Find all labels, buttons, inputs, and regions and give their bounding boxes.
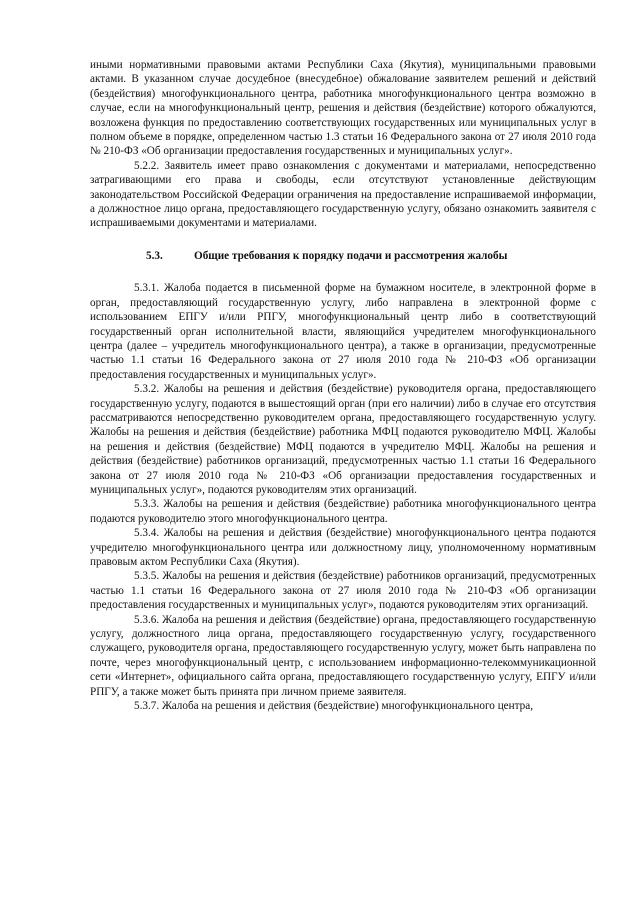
paragraph-5-3-5: 5.3.5. Жалобы на решения и действия (бездействие) работников организаций, предусмотренных частью 1.1 статьи 16 Федерального закона от 27 июля 2010 года № 210-ФЗ «Об организации предоставления государственных и муниципальных услуг», подаются руководителям этих организаций. — [90, 570, 596, 612]
paragraph-5-3-3: 5.3.3. Жалобы на решения и действия (бездействие) работника многофункционального центра подаются руководителю этого многофункционального центра. — [90, 498, 596, 525]
section-heading — [90, 249, 596, 263]
section-title: Общие требования к порядку подачи и рассмотрения жалобы — [194, 249, 508, 262]
document-page — [90, 58, 596, 713]
paragraph-5-3-7: 5.3.7. Жалоба на решения и действия (бездействие) многофункционального центра, — [134, 700, 534, 713]
paragraph-5-3-2: 5.3.2. Жалобы на решения и действия (бездействие) руководителя органа, предоставляющего государственную услугу, подаются в вышестоящий орган (при его наличии) либо в случае его отсутствия рассматриваются непосредственно руководителем органа, предоставляющего государственную услугу. Жалобы на решения и действия (бездействие) работника МФЦ подаются руководителю МФЦ. Жалобы на решения и действия (бездействие) МФЦ подаются в учредителю МФЦ. Жалобы на решения и действия (бездействие) работников организаций, предусмотренных частью 1.1 статьи 16 Федерального закона от 27 июля 2010 года № 210-ФЗ «Об организации предоставления государственных и муниципальных услуг», подаются руководителям этих организаций. — [90, 383, 596, 496]
paragraph-5-3-1: 5.3.1. Жалоба подается в письменной форме на бумажном носителе, в электронной форме в орган, предоставляющий государственную услугу, либо направлена в электронной форме с использованием ЕПГУ и/или РПГУ, многофункциональный центр либо в соответствующий государственный орган исполнительной власти, являющийся учредителем многофункционального центра (далее – учредитель многофункционального центра), а также в организации, предусмотренные частью 1.1 статьи 16 Федерального закона от 27 июля 2010 года № 210-ФЗ «Об организации предоставления государственных и муниципальных услуг». — [90, 282, 596, 381]
paragraph-continuation: иными нормативными правовыми актами Республики Саха (Якутия), муниципальными правовыми актами. В указанном случае досудебное (внесудебное) обжалование заявителем решений и действий (бездействия) многофункционального центра, работника многофункционального центра возможно в случае, если на многофункциональный центр, решения и действия (бездействие) которого обжалуются, возложена функция по предоставлению соответствующих государственных или муниципальных услуг в полном объеме в порядке, определенном частью 1.3 статьи 16 Федерального закона от 27 июля 2010 года № 210-ФЗ «Об организации предоставления государственных и муниципальных услуг». — [90, 59, 596, 158]
paragraph-5-2-2: 5.2.2. Заявитель имеет право ознакомления с документами и материалами, непосредственно затрагивающими его права и свободы, если отсутствуют установленные действующим законодательством Российской Федерации ограничения на предоставление испрашиваемой информации, а должностное лицо органа, предоставляющего государственную услугу, обязано ознакомить заявителя с испрашиваемыми документами и материалами. — [90, 159, 596, 230]
paragraph-5-3-4: 5.3.4. Жалобы на решения и действия (бездействие) многофункционального центра подаются учредителю многофункционального центра или должностному лицу, уполномоченному нормативным правовым актом Республики Саха (Якутия). — [90, 527, 596, 568]
section-number: 5.3. — [146, 249, 163, 262]
paragraph-5-3-6: 5.3.6. Жалоба на решения и действия (бездействие) органа, предоставляющего государственную услугу, должностного лица органа, предоставляющего государственную услугу, государственного служащего, руководителя органа, предоставляющего государственную услугу, может быть направлена по почте, через многофункциональный центр, с использованием информационно-телекоммуникационной сети «Интернет», официального сайта органа, предоставляющего государственную услугу, ЕПГУ и/или РПГУ, а также может быть принята при личном приеме заявителя. — [90, 613, 596, 698]
